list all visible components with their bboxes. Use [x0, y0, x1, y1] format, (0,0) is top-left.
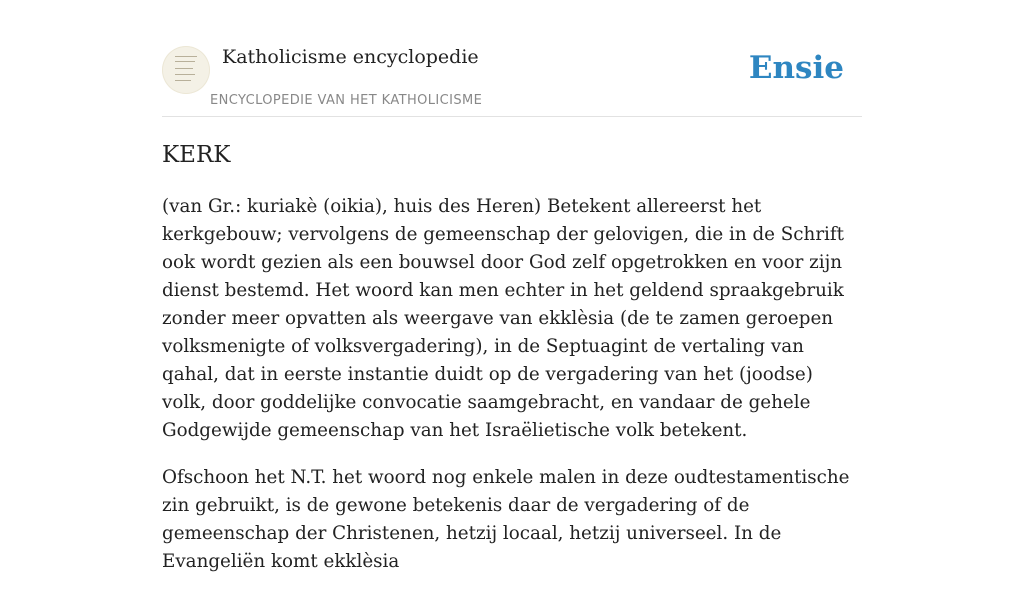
site-title[interactable]: Katholicisme encyclopedie: [222, 46, 479, 68]
brand-logo-link[interactable]: Ensie: [748, 50, 844, 86]
site-header: [162, 40, 862, 117]
article-paragraph: (van Gr.: kuriakè (oikia), huis des Heren) Betekent allereerst het kerkgebouw; vervolgens de gemeenschap der gelovigen, die in de Schrift ook wordt gezien als een bouwsel door God zelf opgetrokken en voor zijn dienst bestemd. Het woord kan men echter in het geldend spraakgebruik zonder meer opvatten als weergave van ekklèsia (de te zamen geroepen volksmenigte of volksvergadering), in de Septuagint de vertaling van qahal, dat in eerste instantie duidt op de vergadering van het (joodse) volk, door goddelijke convocatie saamgebracht, en vandaar de gehele Godgewijde gemeenschap van het Israëlietische volk betekent.: [162, 196, 845, 441]
cover-line: [175, 68, 193, 69]
encyclopedia-cover-thumbnail[interactable]: [162, 46, 210, 94]
cover-line: [175, 61, 195, 62]
article-title: KERK: [162, 142, 231, 168]
cover-line: [175, 56, 197, 57]
article-paragraph: Ofschoon het N.T. het woord nog enkele malen in deze oudtestamentische zin gebruikt, is de gewone betekenis daar de vergadering of de gemeenschap der Christenen, hetzij locaal, hetzij universeel. In de Evangeliën komt ekklèsia: [162, 467, 850, 572]
cover-line: [175, 74, 195, 75]
site-subtitle: ENCYCLOPEDIE VAN HET KATHOLICISME: [210, 93, 483, 108]
cover-line: [175, 80, 191, 81]
article: [162, 139, 862, 595]
